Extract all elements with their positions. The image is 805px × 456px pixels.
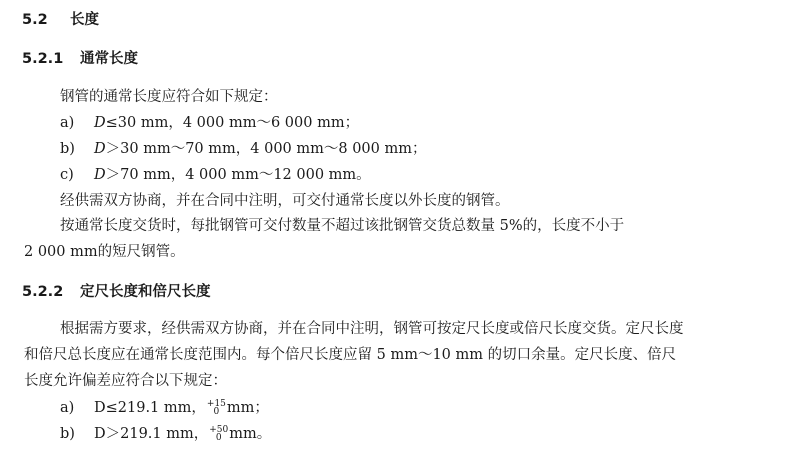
section-heading-5-2-1 <box>22 49 138 69</box>
item-text: D＞219.1 mm， <box>94 426 209 442</box>
tolerance <box>207 400 226 416</box>
intro-text: 钢管的通常长度应符合如下规定： <box>60 89 278 105</box>
item-label: a) <box>60 400 75 416</box>
section-number: 5.2 <box>22 12 48 28</box>
section-heading-5-2-2 <box>22 282 211 302</box>
paragraph-line: 2 000 mm的短尺钢管。 <box>24 244 185 260</box>
tolerance-upper: +50 <box>209 425 229 435</box>
paragraph-line: 根据需方要求，经供需双方协商，并在合同中注明，钢管可按定尺长度或倍尺长度交货。定尺长度 <box>60 321 684 337</box>
item-label: a) <box>60 115 75 131</box>
item-suffix: mm； <box>226 400 269 416</box>
variable-d: D <box>94 167 106 183</box>
list-item <box>60 139 427 159</box>
variable-d: D <box>94 141 106 157</box>
paragraph-line: 按通常长度交货时，每批钢管可交付数量不超过该批钢管交货总数量 5%的，长度不小于 <box>60 218 625 234</box>
section-number: 5.2.1 <box>22 51 64 67</box>
section-title: 长度 <box>70 12 99 28</box>
item-label: b) <box>60 141 75 157</box>
tolerance-lower: 0 <box>215 433 222 443</box>
tolerance-lower: 0 <box>213 407 220 417</box>
item-text: ＞70 mm，4 000 mm～12 000 mm。 <box>105 167 371 183</box>
item-label: b) <box>60 426 75 442</box>
list-item <box>60 165 371 185</box>
section-heading-5-2 <box>22 10 99 30</box>
item-text: ＞30 mm～70 mm，4 000 mm～8 000 mm； <box>105 141 427 157</box>
paragraph-line: 和倍尺总长度应在通常长度范围内。每个倍尺长度应留 5 mm～10 mm 的切口余量。定尺长度、倍尺 <box>24 347 677 363</box>
paragraph: 经供需双方协商，并在合同中注明，可交付通常长度以外长度的钢管。 <box>60 193 510 209</box>
item-label: c) <box>60 167 74 183</box>
list-item <box>60 424 271 444</box>
section-title: 定尺长度和倍尺长度 <box>80 284 211 300</box>
paragraph-line: 长度允许偏差应符合以下规定： <box>24 373 227 389</box>
section-number: 5.2.2 <box>22 284 64 300</box>
variable-d: D <box>94 115 106 131</box>
tolerance-upper: +15 <box>206 399 226 409</box>
tolerance <box>209 426 228 442</box>
item-text: D≤219.1 mm， <box>94 400 206 416</box>
item-text: ≤30 mm，4 000 mm～6 000 mm； <box>105 115 360 131</box>
item-suffix: mm。 <box>229 426 272 442</box>
section-title: 通常长度 <box>80 51 138 67</box>
list-item <box>60 113 359 133</box>
list-item <box>60 398 269 418</box>
